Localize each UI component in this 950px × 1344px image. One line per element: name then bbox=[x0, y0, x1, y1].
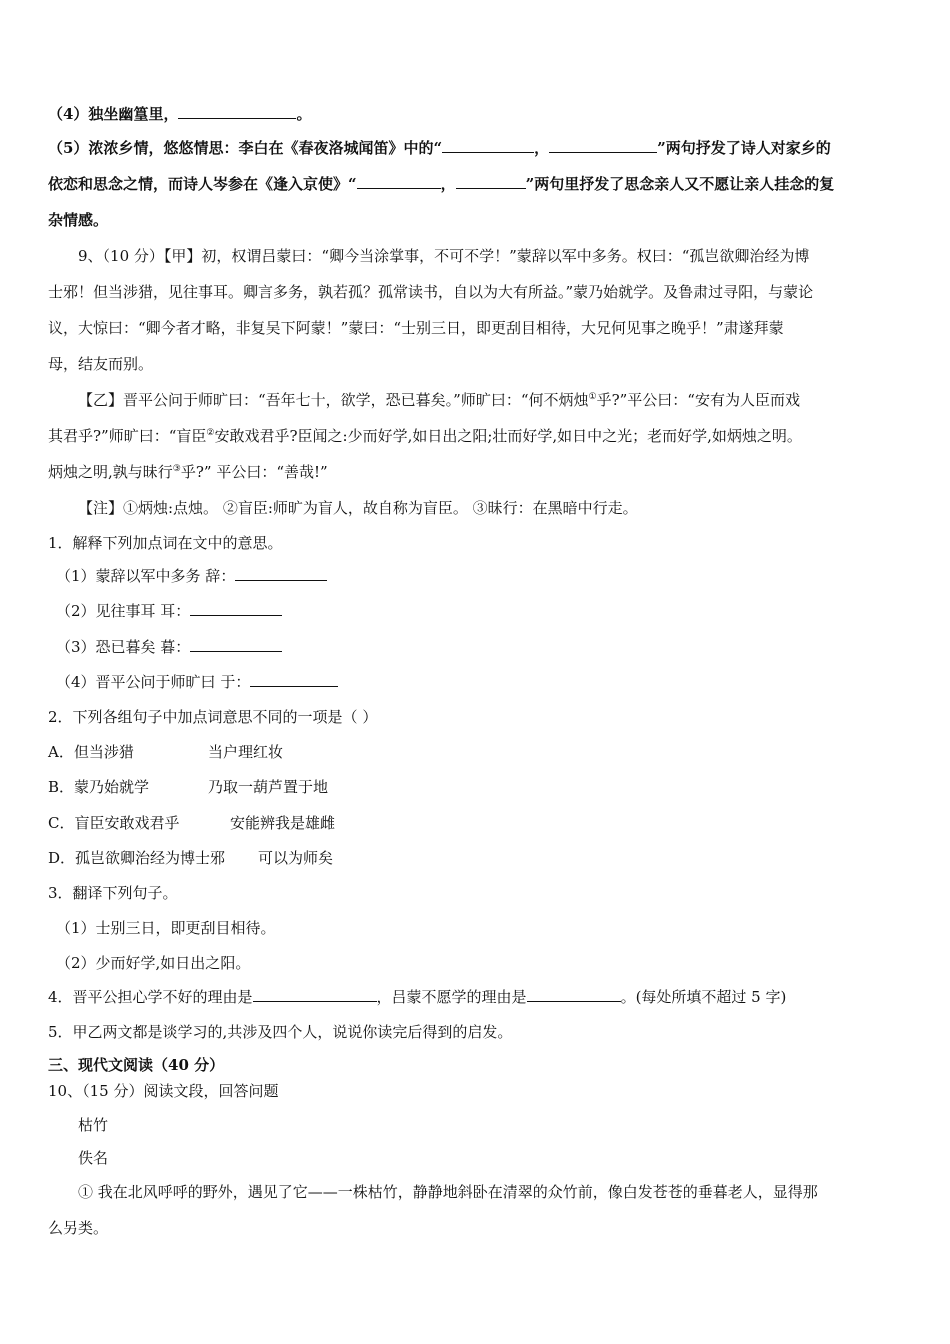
article-paragraph-1-line1: ① 我在北风呼呼的野外，遇见了它——一株枯竹，静静地斜卧在清翠的众竹前，像白发苍苍的垂暮老人，显得那 bbox=[78, 1183, 818, 1201]
q8-item-5-line2: 依恋和思念之情，而诗人岑参在《逢入京使》“ ， ”两句里抒发了思念亲人又不愿让亲人挂念的复 bbox=[48, 175, 835, 193]
q9-yi-line1: 【乙】晋平公问于师旷曰：“吾年七十，欲学，恐已暮矣。”师旷曰：“何不炳烛①乎?”平公曰：“安有为人臣而戏 bbox=[78, 391, 800, 409]
q8-item-4-text: （4）独坐幽篁里， bbox=[48, 105, 179, 123]
q9-sub2-option-b[interactable]: B．蒙乃始就学 乃取一葫芦置于地 bbox=[48, 778, 329, 796]
q9-sub1-item-2: （2）见往事耳 耳： bbox=[56, 601, 910, 621]
q9-sub5: 5．甲乙两文都是谈学习的,共涉及四个人，说说你读完后得到的启发。 bbox=[48, 1023, 513, 1041]
q10-title: 10、（15 分）阅读文段，回答问题 bbox=[48, 1082, 279, 1100]
q9-sub4: 4．晋平公担心学不好的理由是 ，吕蒙不愿学的理由是 。(每处所填不超过 5 字) bbox=[48, 988, 787, 1006]
q8-item-4: （4）独坐幽篁里， 。 bbox=[48, 105, 312, 123]
q9-sub2-option-c[interactable]: C．盲臣安敢戏君乎 安能辨我是雄雌 bbox=[48, 814, 336, 832]
answer-blank[interactable] bbox=[235, 566, 327, 581]
q9-sub1-item-1: （1）蒙辞以军中多务 辞： bbox=[56, 566, 910, 586]
q9-sub3-item-1: （1）士别三日，即更刮目相待。 bbox=[56, 919, 276, 937]
answer-blank[interactable] bbox=[527, 987, 621, 1002]
answer-blank[interactable] bbox=[178, 104, 296, 119]
q9-sub2-option-d[interactable]: D．孤岂欲卿治经为博士邪 可以为师矣 bbox=[48, 849, 334, 867]
section-heading: 三、现代文阅读（40 分） bbox=[48, 1056, 225, 1074]
q9-sub2-title: 2．下列各组句子中加点词意思不同的一项是（ ） bbox=[48, 708, 378, 726]
q9-jia-line3: 议，大惊曰：“卿今者才略，非复吴下阿蒙！”蒙曰：“士别三日，即更刮目相待，大兄何见事之晚乎！”肃遂拜蒙 bbox=[48, 319, 784, 337]
answer-blank[interactable] bbox=[357, 174, 441, 189]
answer-blank[interactable] bbox=[190, 601, 282, 616]
q9-jia-line2: 士邪！但当涉猎，见往事耳。卿言多务，孰若孤？孤常读书，自以为大有所益。”蒙乃始就学。及鲁肃过寻阳，与蒙论 bbox=[48, 283, 814, 301]
answer-blank[interactable] bbox=[250, 672, 338, 687]
answer-blank[interactable] bbox=[549, 138, 657, 153]
q9-yi-line2: 其君乎?”师旷曰：“盲臣②安敢戏君乎?臣闻之:少而好学,如日出之阳;壮而好学,如日中之光；老而好学,如炳烛之明。 bbox=[48, 427, 802, 445]
q9-sub3-title: 3．翻译下列句子。 bbox=[48, 884, 178, 902]
answer-blank[interactable] bbox=[456, 174, 526, 189]
answer-blank[interactable] bbox=[190, 637, 282, 652]
q9-sub2-option-a[interactable]: A．但当涉猎 当户理红妆 bbox=[48, 743, 284, 761]
q9-sub1-item-4: （4）晋平公问于师旷曰 于： bbox=[56, 672, 910, 692]
q9-note: 【注】①炳烛:点烛。 ②盲臣:师旷为盲人，故自称为盲臣。 ③昧行：在黑暗中行走。 bbox=[78, 499, 638, 517]
q9-sub1-item-3: （3）恐已暮矣 暮： bbox=[56, 637, 910, 657]
q9-yi-line3: 炳烛之明,孰与昧行③乎?” 平公曰：“善哉!” bbox=[48, 463, 328, 481]
article-title: 枯竹 bbox=[78, 1116, 109, 1134]
q9-jia-line4: 母，结友而别。 bbox=[48, 355, 154, 373]
q9-jia-line1: 9、（10 分）【甲】初，权谓吕蒙曰：“卿今当涂掌事，不可不学！”蒙辞以军中多务。权曰：“孤岂欲卿治经为博 bbox=[78, 247, 810, 265]
answer-blank[interactable] bbox=[442, 138, 534, 153]
q8-item-5-line1: （5）浓浓乡情，悠悠情思：李白在《春夜洛城闻笛》中的“ ， ”两句抒发了诗人对家乡的 bbox=[48, 139, 831, 157]
q9-sub1-title: 1．解释下列加点词在文中的意思。 bbox=[48, 534, 283, 552]
q9-sub3-item-2: （2）少而好学,如日出之阳。 bbox=[56, 954, 251, 972]
article-paragraph-1-line2: 么另类。 bbox=[48, 1219, 109, 1237]
q8-item-5-line3: 杂情感。 bbox=[48, 211, 109, 229]
answer-blank[interactable] bbox=[253, 987, 377, 1002]
article-author: 佚名 bbox=[78, 1149, 109, 1167]
